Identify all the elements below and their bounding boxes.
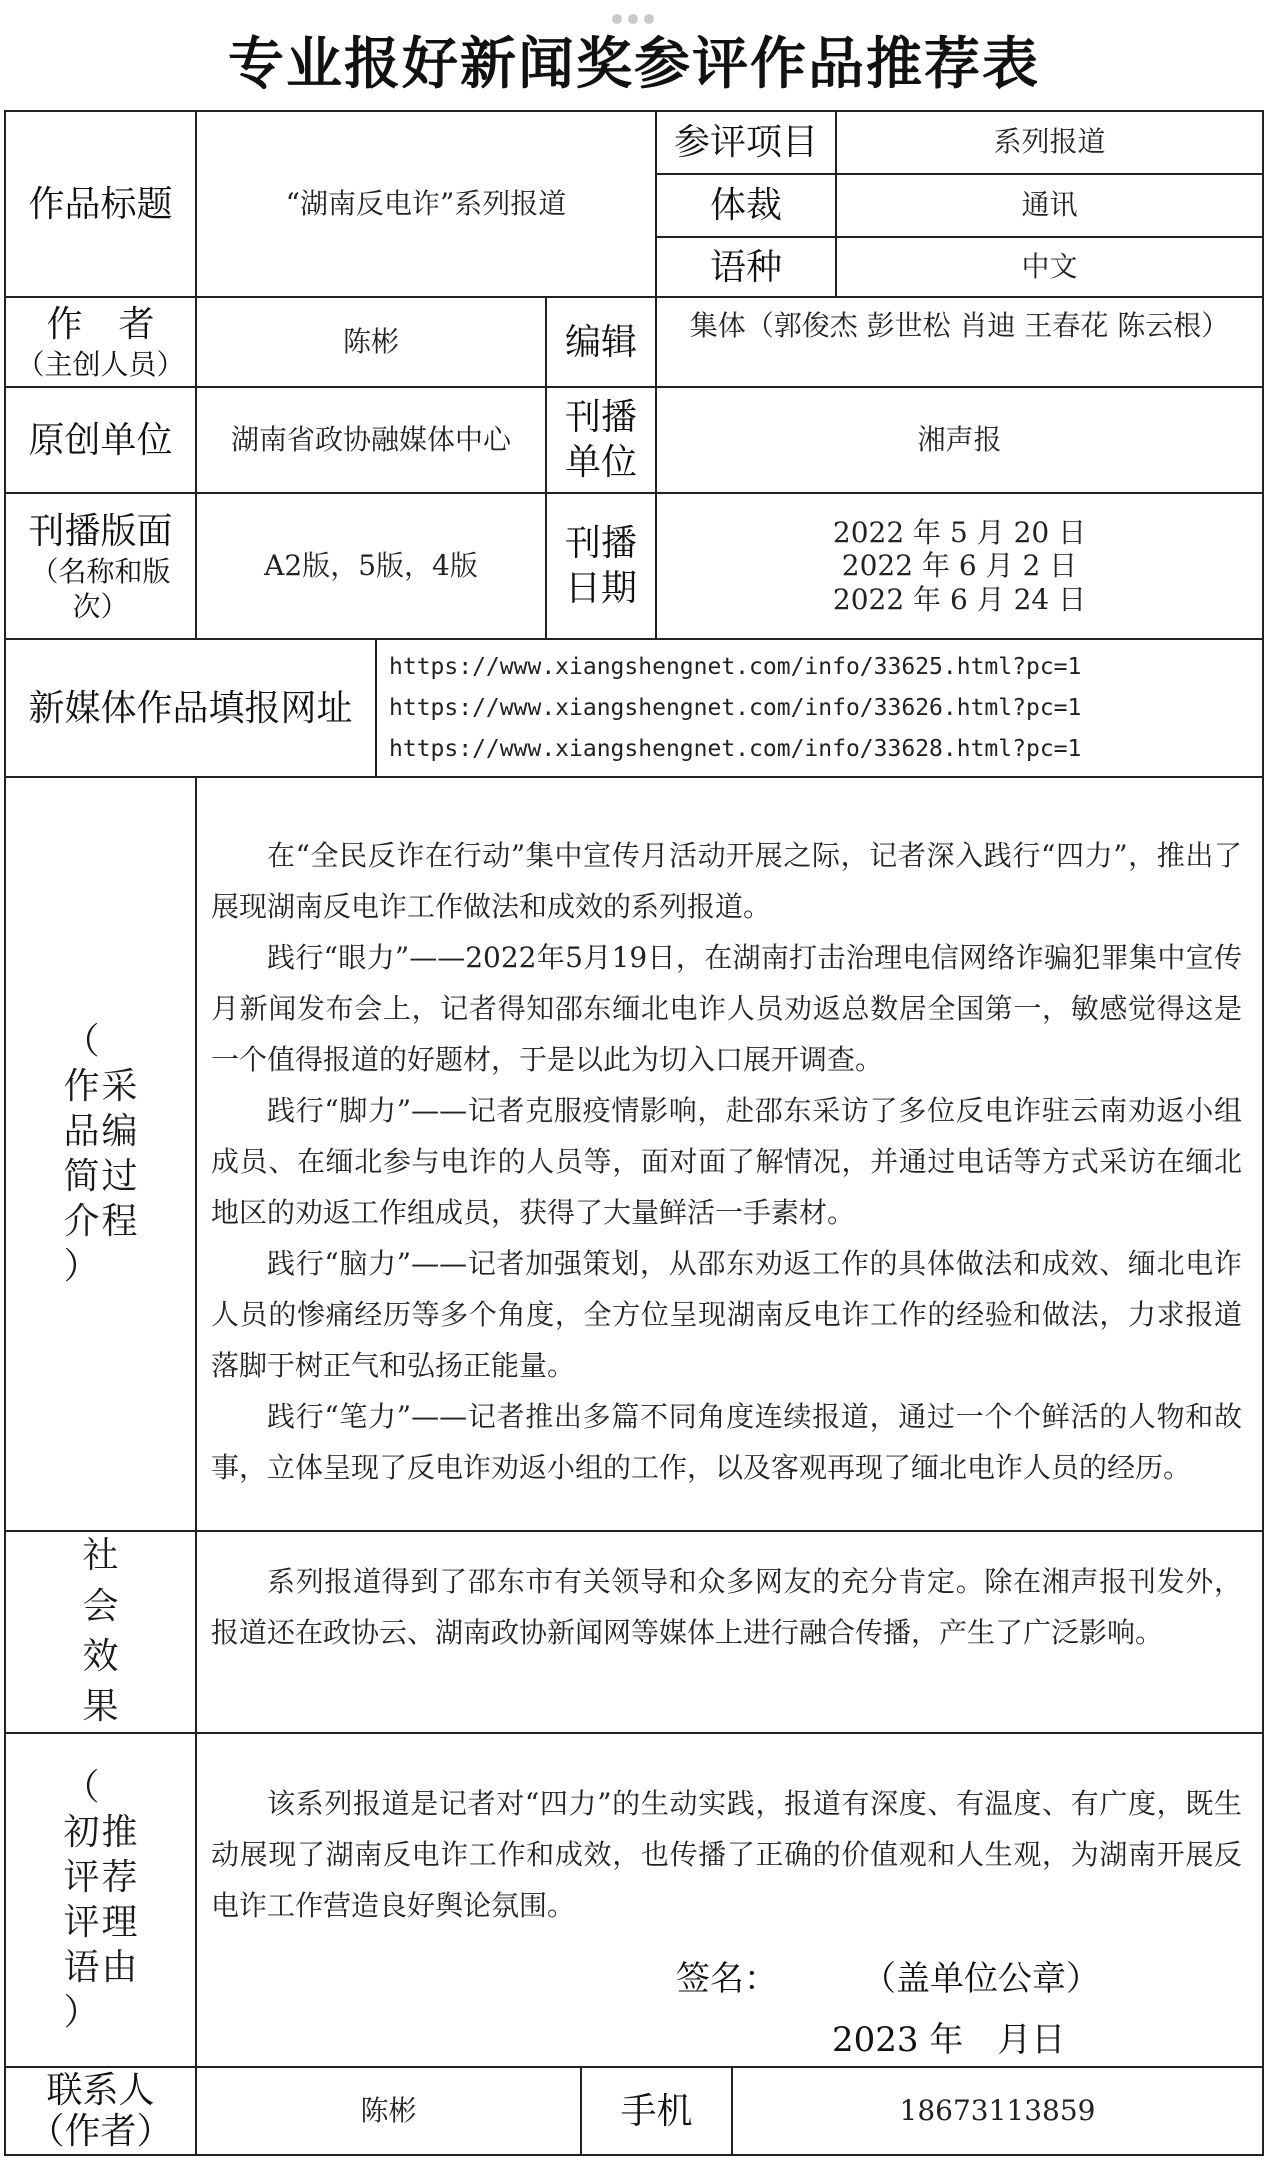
review-content — [195, 1732, 1264, 2068]
genre-value: 通讯 — [835, 173, 1264, 238]
paragraph: 践行“脚力”——记者克服疫情影响，赴邵东采访了多位反电诈驻云南劝返小组成员、在缅北参与电诈的人员等，面对面了解情况，并通过电话等方式采访在缅北地区的劝返工作组成员，获得了大量鲜活一手素材。 — [211, 1094, 1242, 1229]
vertical-label-char: ） — [63, 1992, 100, 2033]
pub-date-2: 2022 年 6 月 2 日 — [841, 549, 1078, 583]
phone-label: 手机 — [580, 2066, 733, 2156]
vertical-label-char: 介 — [63, 1201, 100, 1242]
vertical-label-char: 过 — [101, 1156, 138, 1197]
paragraph: 践行“笔力”——记者推出多篇不同角度连续报道，通过一个个鲜活的人物和故事，立体呈现了反电诈劝返小组的工作，以及客观再现了缅北电诈人员的经历。 — [211, 1400, 1242, 1484]
signature-label: 签名： — [676, 1959, 778, 1999]
newmedia-url-link[interactable]: https://www.xiangshengnet.com/info/33626.html?pc=1 — [389, 694, 1082, 721]
language-value: 中文 — [835, 236, 1264, 298]
review-label — [4, 1732, 197, 2068]
paragraph: 系列报道得到了邵东市有关领导和众多网友的充分肯定。除在湘声报刊发外，报道还在政协云、湖南政协新闻网等媒体上进行融合传播，产生了广泛影响。 — [211, 1565, 1242, 1649]
newmedia-url-link[interactable]: https://www.xiangshengnet.com/info/33628.html?pc=1 — [389, 735, 1082, 762]
sign-date: 2023 年 月日 — [832, 2020, 1066, 2060]
layout-value: A2版，5版，4版 — [195, 492, 547, 640]
vertical-label-char: 效 — [82, 1636, 119, 1677]
vertical-label-char: ） — [63, 1246, 100, 1287]
vertical-label-char: 评 — [63, 1857, 100, 1898]
pub-unit-value: 湘声报 — [655, 386, 1264, 494]
paragraph: 践行“脑力”——记者加强策划，从邵东劝返工作的具体做法和成效、缅北电诈人员的惨痛经历等多个角度，全方位呈现湖南反电诈工作的经验和做法，力求报道落脚于树正气和弘扬正能量。 — [211, 1247, 1242, 1382]
pub-unit-label: 刊播 单位 — [545, 386, 657, 494]
genre-label: 体裁 — [655, 173, 837, 238]
vertical-label-char: 由 — [101, 1947, 138, 1988]
vertical-label-char: 语 — [63, 1947, 100, 1988]
editor-value: 集体（郭俊杰 彭世松 肖迪 王春花 陈云根） — [655, 296, 1264, 388]
vertical-label-char: 推 — [101, 1812, 138, 1853]
newmedia-url-link[interactable]: https://www.xiangshengnet.com/info/33625.html?pc=1 — [389, 653, 1082, 680]
contact-value: 陈彬 — [195, 2066, 582, 2156]
effect-label — [4, 1530, 197, 1734]
category-value: 系列报道 — [835, 110, 1264, 175]
vertical-label-char: （ — [63, 1021, 100, 1062]
work-title-value: “湖南反电诈”系列报道 — [195, 110, 657, 298]
vertical-label-char: 理 — [101, 1902, 138, 1943]
page-title: 专业报好新闻奖参评作品推荐表 — [228, 32, 1040, 97]
language-label: 语种 — [655, 236, 837, 298]
vertical-label-char: 编 — [101, 1111, 138, 1152]
layout-label: 刊播版面 （名称和版 次） — [4, 492, 197, 640]
vertical-label-char: 会 — [82, 1585, 119, 1627]
contact-label: 联系人 （作者） — [4, 2066, 197, 2156]
vertical-label-char: 品 — [63, 1111, 100, 1152]
work-title-label: 作品标题 — [4, 110, 197, 298]
pub-date-value — [655, 492, 1264, 640]
paragraph: 在“全民反诈在行动”集中宣传月活动开展之际，记者深入践行“四力”，推出了展现湖南反电诈工作做法和成效的系列报道。 — [211, 839, 1242, 923]
process-label — [4, 776, 197, 1532]
editor-label: 编辑 — [545, 296, 657, 388]
pub-date-3: 2022 年 6 月 24 日 — [832, 582, 1087, 616]
seal-text: （盖单位公章） — [862, 1959, 1100, 1999]
effect-content — [195, 1530, 1264, 1734]
paragraph: 践行“眼力”——2022年5月19日，在湖南打击治理电信网络诈骗犯罪集中宣传月新闻发布会上，记者得知邵东缅北电诈人员劝返总数居全国第一，敏感觉得这是一个值得报道的好题材，于是以此为切入口展开调查。 — [211, 941, 1242, 1076]
vertical-label-char: （ — [63, 1767, 100, 1808]
vertical-label-char: 评 — [63, 1902, 100, 1943]
newmedia-urls — [375, 638, 1264, 778]
author-value: 陈彬 — [195, 296, 547, 388]
vertical-label-char: 程 — [101, 1201, 138, 1242]
vertical-label-char: 初 — [63, 1812, 100, 1853]
vertical-label-char: 作 — [63, 1066, 100, 1107]
vertical-label-char: 社 — [82, 1535, 119, 1577]
process-content — [195, 776, 1264, 1532]
vertical-label-char: 采 — [101, 1066, 138, 1107]
newmedia-label: 新媒体作品填报网址 — [4, 638, 377, 778]
vertical-label-char: 简 — [63, 1156, 100, 1197]
unit-label: 原创单位 — [4, 386, 197, 494]
phone-value: 18673113859 — [731, 2066, 1264, 2156]
vertical-label-char: 果 — [82, 1686, 119, 1728]
category-label: 参评项目 — [655, 110, 837, 175]
pub-date-label: 刊播 日期 — [545, 492, 657, 640]
author-label: 作 者 （主创人员） — [4, 296, 197, 388]
paragraph: 该系列报道是记者对“四力”的生动实践，报道有深度、有温度、有广度，既生动展现了湖南反电诈工作和成效，也传播了正确的价值观和人生观，为湖南开展反电诈工作营造良好舆论氛围。 — [211, 1787, 1242, 1922]
unit-value: 湖南省政协融媒体中心 — [195, 386, 547, 494]
pub-date-1: 2022 年 5 月 20 日 — [832, 515, 1087, 549]
vertical-label-char: 荐 — [101, 1857, 138, 1898]
